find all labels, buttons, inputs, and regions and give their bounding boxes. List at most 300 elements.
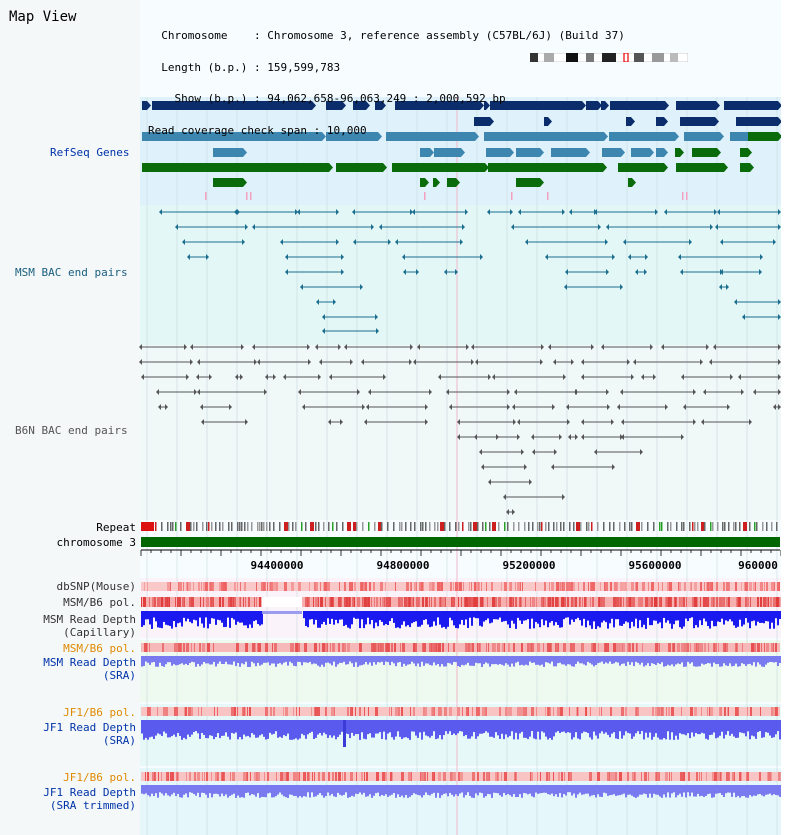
dbsnp-strip-mark [298,582,301,591]
track-label-msm-depth-sra[interactable]: MSM Read Depth [43,656,136,669]
msm-sra-depth-bar [749,656,751,664]
msm-sra-depth-bar [651,656,653,663]
jf1-sra-depth-bar [369,720,371,733]
jf1-trim-pol-strip-mark [287,772,288,781]
msm-pol-strip-mark [409,597,410,607]
msm-cap-depth-bar [475,611,477,618]
jf1-trim-pol-strip-mark [243,772,246,781]
jf1-trim-pol-strip-mark [453,772,456,781]
msm-cap-depth-bar [573,611,575,622]
dbsnp-strip-mark [179,582,182,591]
jf1-trim-pol-strip-mark [486,772,489,781]
msm-pol-strip-mark [586,597,587,607]
jf1-trim-pol-strip-mark [747,772,749,781]
dbsnp-strip-mark [344,582,346,591]
dbsnp-strip-mark [198,582,200,591]
msm-sra-depth-bar [305,656,307,662]
repeat-element [190,522,192,531]
msm-sra-pol-strip-mark [718,643,719,652]
msm-cap-depth-bar [653,611,655,620]
jf1-pol-strip-mark [389,707,390,716]
jf1-sra-depth-bar [501,720,503,734]
msm-sra-pol-strip-mark [736,643,738,652]
refseq-gene [736,117,778,126]
jf1-trim-pol-strip-mark [741,772,742,781]
jf1-trim-depth-bar [495,785,497,793]
jf1-trim-depth-bar [425,785,427,792]
dbsnp-strip-mark [544,582,546,591]
jf1-sra-depth-bar [365,720,367,739]
track-label-msm-bac[interactable]: MSM BAC end pairs [15,266,128,279]
jf1-trim-depth-bar [511,785,513,797]
jf1-trim-depth-bar [189,785,191,792]
msm-pol-strip-mark [692,597,694,607]
msm-sra-depth-bar [747,656,749,664]
msm-sra-pol-strip-mark [465,643,468,652]
msm-sra-depth-bar [639,656,641,665]
jf1-trim-depth-bar [747,785,749,798]
msm-cap-depth-bar [401,611,403,625]
jf1-pol-strip-mark [590,707,591,716]
jf1-sra-depth-bar [567,720,569,732]
jf1-trim-depth-bar [581,785,583,795]
msm-cap-depth-bar [317,611,319,628]
msm-pol-strip-mark [511,597,513,607]
msm-pol-strip-mark [240,597,241,607]
jf1-sra-depth-bar [763,720,765,737]
msm-pol-strip-mark [582,597,583,607]
jf1-sra-depth-bar [621,720,623,739]
jf1-trim-depth-bar [363,785,365,793]
track-label-b6n-bac[interactable]: B6N BAC end pairs [15,424,128,437]
msm-cap-depth-bar [647,611,649,618]
jf1-sra-depth-bar [329,720,331,735]
msm-cap-depth-bar [253,611,255,621]
msm-cap-depth-bar [369,611,371,624]
msm-sra-pol-strip-mark [319,643,320,652]
msm-sra-pol-strip-mark [265,643,268,652]
jf1-trim-pol-strip-mark [714,772,717,781]
track-label-msm-depth-cap[interactable]: MSM Read Depth [43,613,136,626]
msm-sra-depth-bar [235,656,237,666]
msm-pol-strip-mark [495,597,497,607]
msm-sra-depth-bar [595,656,597,665]
jf1-pol-strip-mark [499,707,501,716]
jf1-trim-pol-strip-mark [767,772,768,781]
repeat-element [292,522,294,531]
jf1-trim-depth-bar [617,785,619,795]
jf1-sra-depth-bar [221,720,223,736]
msm-sra-depth-bar [763,656,765,667]
jf1-pol-strip-mark [231,707,234,716]
jf1-sra-depth-bar [395,720,397,736]
msm-sra-depth-bar [267,656,269,662]
dbsnp-strip-mark [651,582,654,591]
dbsnp-strip-mark [491,582,493,591]
jf1-trim-pol-strip-mark [206,772,208,781]
msm-cap-depth-bar [397,611,399,627]
jf1-pol-strip-mark [315,707,317,716]
msm-cap-depth-bar [495,611,497,619]
msm-sra-depth-bar [511,656,513,664]
jf1-sra-depth-bar [631,720,633,739]
msm-sra-pol-strip-mark [183,643,185,652]
jf1-sra-depth-bar [443,720,445,735]
jf1-trim-depth-bar [675,785,677,797]
dbsnp-strip-mark [188,582,191,591]
jf1-trim-depth-bar [777,785,779,795]
msm-sra-pol-strip-mark [342,643,344,652]
msm-cap-depth-bar [399,611,401,628]
repeat-element [336,522,338,531]
jf1-pol-strip-mark [237,707,238,716]
jf1-sra-depth-bar [695,720,697,733]
jf1-pol-strip-mark [701,707,702,716]
refseq-gene [142,101,147,110]
msm-sra-depth-bar [447,656,449,663]
axis-tick-label: 94400000 [250,559,304,572]
jf1-trim-depth-bar [343,785,345,795]
msm-sra-depth-bar [755,656,757,667]
msm-sra-depth-bar [237,656,239,663]
msm-sra-depth-bar [247,656,249,667]
msm-sra-depth-bar [395,656,397,666]
msm-sra-pol-strip-mark [504,643,505,652]
msm-sra-pol-strip-mark [702,643,703,652]
jf1-sra-depth-bar [437,720,439,738]
jf1-trim-depth-bar [733,785,735,793]
chromosome-ideogram[interactable] [530,53,688,62]
jf1-trim-depth-bar [391,785,393,795]
axis-tick-label: 94800000 [376,559,430,572]
jf1-sra-depth-bar [249,720,251,737]
msm-sra-depth-bar [601,656,603,662]
jf1-sra-depth-bar [253,720,255,735]
msm-cap-depth-bar [149,611,151,624]
jf1-trim-depth-bar [745,785,747,798]
msm-cap-depth-bar [407,611,409,625]
msm-cap-depth-bar [223,611,225,627]
jf1-pol-strip-mark [652,707,654,716]
msm-sra-depth-bar [431,656,433,666]
jf1-sra-depth-bar [541,720,543,731]
repeat-element [569,522,571,531]
jf1-pol-strip-mark [536,707,537,716]
jf1-trim-depth-bar [475,785,477,793]
jf1-trim-depth-bar [537,785,539,794]
jf1-trim-depth-bar [659,785,661,797]
msm-pol-strip-mark [661,597,662,607]
msm-cap-depth-bar [413,611,415,622]
jf1-trim-depth-bar [535,785,537,793]
dbsnp-strip-mark [423,582,424,591]
track-label-chromosome[interactable]: chromosome 3 [56,536,136,549]
jf1-trim-depth-bar [411,785,413,795]
jf1-trim-depth-bar [455,785,457,794]
track-label-msm-b6-pol-sra[interactable]: MSM/B6 pol. [63,642,136,655]
msm-sra-depth-bar [375,656,377,665]
jf1-sra-depth-bar [159,720,161,734]
msm-sra-depth-bar [523,656,525,666]
jf1-sra-depth-bar [459,720,461,731]
jf1-trim-depth-bar [353,785,355,797]
jf1-trim-depth-bar [329,785,331,796]
jf1-trim-depth-bar [561,785,563,797]
jf1-trim-pol-strip-mark [314,772,315,781]
jf1-sra-depth-bar [571,720,573,739]
jf1-trim-pol-strip-mark [627,772,629,781]
msm-sra-depth-bar [245,656,247,662]
msm-pol-strip-mark [256,597,257,607]
jf1-trim-depth-bar [695,785,697,797]
msm-sra-depth-bar [741,656,743,663]
repeat-element [762,522,764,531]
jf1-trim-depth-bar [701,785,703,796]
msm-sra-depth-bar [281,656,283,665]
repeat-element [591,522,593,531]
msm-sra-depth-bar [653,656,655,664]
jf1-sra-depth-bar [589,720,591,737]
msm-sra-pol-strip-mark [633,643,634,652]
jf1-sra-depth-bar [371,720,373,738]
jf1-sra-depth-bar [407,720,409,738]
jf1-sra-depth-bar [765,720,767,732]
msm-sra-depth-bar [517,656,519,662]
jf1-sra-depth-bar [219,720,221,738]
jf1-sra-depth-bar [271,720,273,735]
msm-sra-depth-bar [223,656,225,664]
jf1-trim-depth-bar [471,785,473,798]
jf1-trim-depth-bar [385,785,387,794]
track-label-jf1-b6-pol-trim[interactable]: JF1/B6 pol. [63,771,136,784]
msm-sra-depth-bar [577,656,579,662]
msm-pol-strip-mark [434,597,436,607]
jf1-trim-depth-bar [497,785,499,793]
jf1-sra-depth-bar [671,720,673,732]
repeat-element [580,522,582,531]
msm-sra-depth-bar [303,656,305,662]
msm-cap-depth-bar [519,611,521,620]
repeat-element [458,522,460,531]
msm-sra-depth-bar [521,656,523,665]
msm-sra-depth-bar [489,656,491,667]
repeat-element [429,522,431,531]
refseq-gene [213,148,243,157]
jf1-pol-strip-mark [434,707,435,716]
msm-pol-strip-mark [602,597,605,607]
jf1-trim-depth-bar [479,785,481,793]
jf1-sra-depth-bar [283,720,285,735]
msm-cap-depth-bar [309,611,311,620]
msm-sra-pol-strip-mark [581,643,584,652]
repeat-element [728,522,730,531]
msm-cap-depth-bar [533,611,535,628]
jf1-sra-depth-bar [771,720,773,738]
msm-pol-strip-mark [654,597,657,607]
dbsnp-strip-mark [354,582,356,591]
jf1-sra-depth-bar [467,720,469,739]
jf1-trim-pol-strip-mark [564,772,565,781]
msm-cap-depth-bar [207,611,209,628]
jf1-trim-depth-bar [325,785,327,796]
repeat-element [541,522,543,531]
jf1-sra-depth-bar [377,720,379,733]
jf1-sra-depth-bar [233,720,235,734]
jf1-trim-depth-bar [373,785,375,796]
repeat-element [175,522,177,531]
refseq-gene-green [516,178,540,187]
length-row: Length (b.p.) : 159,599,783 [161,60,341,74]
msm-sra-pol-strip-mark [572,643,575,652]
repeat-element [211,522,213,531]
jf1-trim-depth-bar [349,785,351,797]
jf1-trim-depth-bar [211,785,213,797]
msm-pol-strip-mark [719,597,722,607]
dbsnp-strip-mark [636,582,638,591]
jf1-pol-strip-mark [273,707,275,716]
jf1-trim-pol-strip-mark [721,772,722,781]
jf1-trim-depth-bar [683,785,685,792]
jf1-trim-depth-bar [629,785,631,795]
msm-sra-depth-bar [657,656,659,663]
jf1-trim-depth-bar [759,785,761,794]
msm-sra-depth-bar [545,656,547,662]
jf1-trim-pol-strip-mark [452,772,453,781]
msm-sra-depth-bar [725,656,727,665]
msm-cap-depth-bar [587,611,589,621]
msm-cap-depth-bar [335,611,337,620]
dbsnp-strip-mark [167,582,170,591]
track-label-refseq[interactable]: RefSeq Genes [50,146,130,159]
msm-sra-depth-bar [311,656,313,664]
msm-sra-depth-bar [259,656,261,666]
msm-sra-depth-bar [565,656,567,666]
jf1-sra-depth-bar [625,720,627,731]
jf1-trim-pol-strip-mark [659,772,660,781]
msm-sra-depth-bar [239,656,241,667]
msm-sra-depth-bar [617,656,619,663]
msm-pol-strip-mark [575,597,577,607]
msm-sra-pol-strip-mark [162,643,164,652]
dbsnp-strip-mark [566,582,568,591]
track-label-jf1-b6-pol[interactable]: JF1/B6 pol. [63,706,136,719]
jf1-trim-depth-bar [311,785,313,792]
track-label-repeat[interactable]: Repeat [96,521,136,534]
jf1-trim-depth-bar [371,785,373,798]
jf1-trim-depth-bar [167,785,169,795]
jf1-trim-depth-bar [559,785,561,793]
msm-pol-strip-mark [329,597,330,607]
msm-pol-strip-mark [325,597,326,607]
msm-pol-strip-mark [357,597,360,607]
msm-sra-depth-bar [465,656,467,665]
jf1-pol-strip-mark [668,707,670,716]
repeat-element [180,522,182,531]
msm-pol-strip-mark [318,597,319,607]
jf1-trim-depth-bar [369,785,371,794]
jf1-sra-depth-bar [285,720,287,736]
msm-sra-depth-bar [751,656,753,665]
jf1-trim-depth-bar [169,785,171,796]
dbsnp-strip-mark [723,582,725,591]
msm-cap-depth-bar [657,611,659,624]
dbsnp-strip-mark [421,582,423,591]
jf1-sra-depth-bar [147,720,149,740]
msm-cap-depth-bar [535,611,537,622]
jf1-sra-depth-bar [287,720,289,734]
msm-cap-depth-bar [491,611,493,623]
jf1-sra-depth-bar [423,720,425,732]
jf1-trim-depth-bar [219,785,221,797]
jf1-pol-strip-mark [270,707,272,716]
jf1-sra-depth-bar [569,720,571,733]
msm-pol-strip-mark [630,597,633,607]
msm-sra-depth-bar [537,656,539,665]
jf1-sra-depth-bar [509,720,511,736]
msm-cap-depth-bar [235,611,237,625]
jf1-trim-pol-strip-mark [376,772,379,781]
repeat-element [315,522,317,531]
msm-cap-depth-bar [615,611,617,619]
repeat-element [279,522,281,531]
jf1-sra-depth-bar [565,720,567,733]
msm-cap-depth-bar [671,611,673,629]
msm-cap-depth-bar [747,611,749,623]
jf1-sra-depth-bar [777,720,779,731]
msm-sra-pol-strip-mark [257,643,258,652]
jf1-sra-depth-bar [693,720,695,737]
track-label-jf1-depth-sra[interactable]: JF1 Read Depth [43,721,136,734]
jf1-trim-depth-bar [163,785,165,796]
msm-sra-depth-bar [427,656,429,664]
msm-pol-strip-mark [648,597,651,607]
msm-cap-depth-bar [203,611,205,628]
dbsnp-strip-mark [667,582,669,591]
jf1-trim-pol-strip-mark [497,772,499,781]
msm-sra-depth-bar [765,656,767,665]
msm-sra-depth-bar [339,656,341,663]
track-label-msm-b6-pol[interactable]: MSM/B6 pol. [63,596,136,609]
msm-cap-depth-bar [211,611,213,618]
msm-cap-depth-bar [771,611,773,623]
msm-cap-depth-bar [329,611,331,624]
msm-sra-depth-bar [627,656,629,662]
jf1-sra-depth-bar [773,720,775,737]
msm-sra-pol-strip-mark [479,643,481,652]
repeat-element [247,522,249,531]
jf1-sra-depth-bar [361,720,363,732]
jf1-trim-depth-bar [513,785,515,794]
msm-cap-depth-bar [181,611,183,627]
msm-sra-depth-bar [461,656,463,665]
msm-cap-depth-bar [643,611,645,625]
track-label-dbsnp[interactable]: dbSNP(Mouse) [56,580,136,593]
dbsnp-strip-mark [741,582,742,591]
jf1-trim-depth-bar [521,785,523,798]
jf1-pol-strip-mark [750,707,752,716]
track-label-jf1-depth-trim[interactable]: JF1 Read Depth [43,786,136,799]
msm-sra-depth-bar [297,656,299,662]
msm-sra-depth-bar [623,656,625,663]
msm-sra-depth-bar [301,656,303,665]
jf1-trim-pol-strip-mark [669,772,670,781]
jf1-trim-depth-bar [197,785,199,793]
jf1-pol-strip-mark [214,707,215,716]
jf1-trim-depth-bar [577,785,579,794]
jf1-sra-depth-bar [403,720,405,738]
dbsnp-strip-mark [285,582,287,591]
jf1-trim-depth-bar [527,785,529,794]
